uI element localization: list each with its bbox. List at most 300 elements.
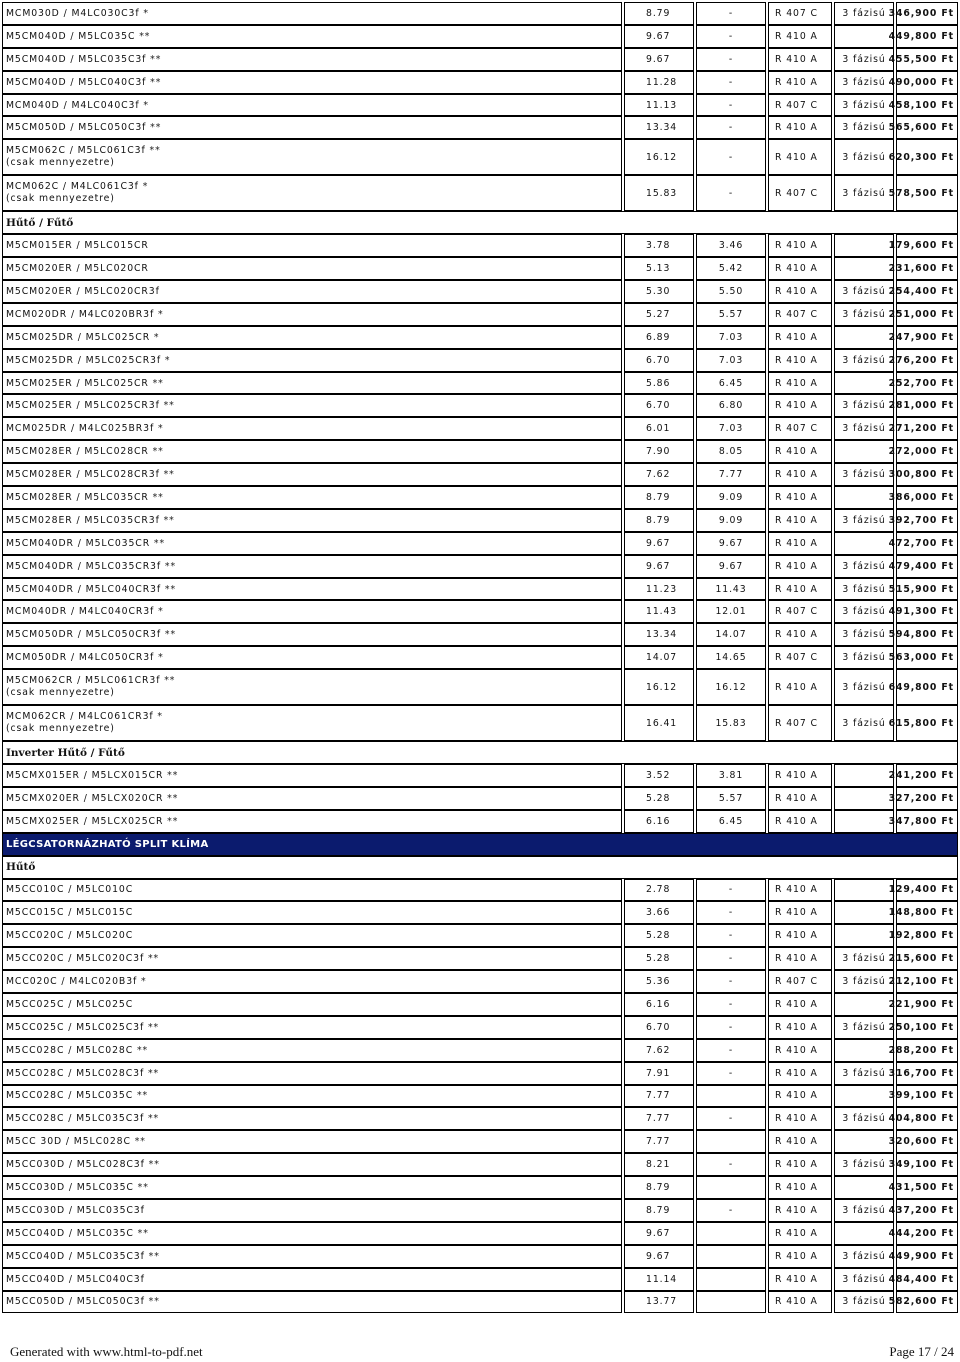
cooling-capacity: 11.13 <box>646 99 678 111</box>
heating-capacity: 15.83 <box>715 717 747 729</box>
price-cell <box>888 349 958 372</box>
cooling-capacity: 9.67 <box>646 1250 671 1262</box>
heating-capacity: 5.57 <box>718 792 744 804</box>
price-cell <box>888 440 958 463</box>
cooling-capacity-cell <box>624 280 694 303</box>
table-row <box>2 646 958 669</box>
heating-capacity: - <box>728 187 734 199</box>
table-row <box>2 349 958 372</box>
table-row <box>2 1107 958 1130</box>
section-heading: Hűtő / Fűtő <box>2 211 958 234</box>
cooling-capacity: 11.14 <box>646 1273 678 1285</box>
refrigerant-cell <box>768 2 832 25</box>
model-cell <box>2 901 622 924</box>
refrigerant: R 410 A <box>775 377 818 389</box>
heating-capacity-cell <box>696 417 766 440</box>
cooling-capacity: 5.28 <box>646 953 671 965</box>
price: 221,900 Ft <box>888 998 954 1010</box>
refrigerant: R 410 A <box>775 815 818 827</box>
model-cell <box>2 1039 622 1062</box>
price-cell <box>888 486 958 509</box>
price: 479,400 Ft <box>888 560 954 572</box>
heating-capacity-cell <box>696 1085 766 1108</box>
refrigerant: R 407 C <box>775 606 818 618</box>
cooling-capacity-cell <box>624 787 694 810</box>
refrigerant: R 410 A <box>775 1227 818 1239</box>
phase: 3 fázisú <box>842 1250 886 1262</box>
phase-cell <box>834 879 894 902</box>
price-cell <box>888 1153 958 1176</box>
refrigerant-cell <box>768 486 832 509</box>
model-cell <box>2 94 622 117</box>
price: 484,400 Ft <box>888 1273 954 1285</box>
table-row <box>2 394 958 417</box>
cooling-capacity-cell <box>624 532 694 555</box>
cooling-capacity-cell <box>624 970 694 993</box>
heating-capacity: - <box>728 151 734 163</box>
phase-cell <box>834 280 894 303</box>
phase-cell <box>834 116 894 139</box>
price: 582,600 Ft <box>888 1296 954 1308</box>
heating-capacity-cell <box>696 1153 766 1176</box>
model-name: MCM062C / M4LC061C3f * <box>6 181 149 193</box>
model-name: M5CC030D / M5LC035C ** <box>6 1182 149 1194</box>
model-name: M5CC028C / M5LC028C3f ** <box>6 1067 160 1079</box>
cooling-capacity: 8.21 <box>646 1159 671 1171</box>
refrigerant-cell <box>768 1039 832 1062</box>
price-cell <box>888 25 958 48</box>
cooling-capacity: 9.67 <box>646 1227 671 1239</box>
model-name: M5CM040D / M5LC035C ** <box>6 30 151 42</box>
cooling-capacity-cell <box>624 2 694 25</box>
table-row <box>2 175 958 211</box>
model-cell <box>2 463 622 486</box>
model-name: M5CC040D / M5LC035C ** <box>6 1227 149 1239</box>
heating-capacity-cell <box>696 394 766 417</box>
heating-capacity: 9.09 <box>718 514 744 526</box>
refrigerant-cell <box>768 1085 832 1108</box>
refrigerant: R 407 C <box>775 99 818 111</box>
phase-cell <box>834 25 894 48</box>
price: 515,900 Ft <box>888 583 954 595</box>
phase-cell <box>834 394 894 417</box>
model-cell <box>2 280 622 303</box>
model-cell <box>2 116 622 139</box>
phase-cell <box>834 669 894 705</box>
heating-capacity: 3.81 <box>718 769 744 781</box>
price-cell <box>888 600 958 623</box>
price-cell <box>888 326 958 349</box>
model-cell <box>2 1130 622 1153</box>
table-row <box>2 600 958 623</box>
model-name: M5CM050DR / M5LC050CR3f ** <box>6 629 176 641</box>
heating-capacity-cell <box>696 600 766 623</box>
cooling-capacity: 13.77 <box>646 1296 678 1308</box>
refrigerant: R 410 A <box>775 907 818 919</box>
price-cell <box>888 1107 958 1130</box>
refrigerant-cell <box>768 349 832 372</box>
heating-capacity-cell <box>696 1176 766 1199</box>
model-cell <box>2 810 622 833</box>
refrigerant-cell <box>768 48 832 71</box>
refrigerant-cell <box>768 947 832 970</box>
heating-capacity-cell <box>696 1199 766 1222</box>
cooling-capacity-cell <box>624 555 694 578</box>
phase-cell <box>834 71 894 94</box>
table-row <box>2 970 958 993</box>
heating-capacity-cell <box>696 463 766 486</box>
table-row <box>2 417 958 440</box>
refrigerant: R 410 A <box>775 469 818 481</box>
refrigerant-cell <box>768 139 832 175</box>
phase-cell <box>834 2 894 25</box>
refrigerant: R 410 A <box>775 1204 818 1216</box>
cooling-capacity-cell <box>624 372 694 395</box>
model-name: M5CC025C / M5LC025C <box>6 998 134 1010</box>
price: 565,600 Ft <box>888 122 954 134</box>
section-heading: Hűtő <box>2 856 958 879</box>
phase-cell <box>834 646 894 669</box>
model-cell <box>2 555 622 578</box>
phase-cell <box>834 532 894 555</box>
price-cell <box>888 372 958 395</box>
table-row <box>2 810 958 833</box>
heating-capacity: 6.45 <box>718 815 744 827</box>
phase: 3 fázisú <box>842 953 886 965</box>
heating-capacity: 7.03 <box>718 423 744 435</box>
refrigerant: R 407 C <box>775 652 818 664</box>
price-cell <box>888 879 958 902</box>
model-name: M5CM062CR / M5LC061CR3f ** <box>6 675 176 687</box>
model-name: M5CMX025ER / M5LCX025CR ** <box>6 815 179 827</box>
refrigerant: R 410 A <box>775 1021 818 1033</box>
phase-cell <box>834 600 894 623</box>
refrigerant-cell <box>768 646 832 669</box>
price-cell <box>888 669 958 705</box>
cooling-capacity: 9.67 <box>646 560 671 572</box>
model-cell <box>2 879 622 902</box>
cooling-capacity-cell <box>624 509 694 532</box>
cooling-capacity: 6.70 <box>646 354 671 366</box>
cooling-capacity: 8.79 <box>646 1182 671 1194</box>
model-cell <box>2 993 622 1016</box>
phase: 3 fázisú <box>842 1021 886 1033</box>
phase-cell <box>834 578 894 601</box>
phase-cell <box>834 440 894 463</box>
model-note: (csak mennyezetre) <box>6 193 115 205</box>
refrigerant: R 410 A <box>775 1182 818 1194</box>
heating-capacity-cell <box>696 486 766 509</box>
phase: 3 fázisú <box>842 629 886 641</box>
phase-cell <box>834 993 894 1016</box>
model-name: M5CM020ER / M5LC020CR3f <box>6 285 160 297</box>
refrigerant: R 410 A <box>775 331 818 343</box>
table-row <box>2 234 958 257</box>
table-row <box>2 555 958 578</box>
model-cell <box>2 326 622 349</box>
refrigerant: R 410 A <box>775 53 818 65</box>
cooling-capacity-cell <box>624 600 694 623</box>
refrigerant-cell <box>768 463 832 486</box>
heating-capacity: - <box>728 7 734 19</box>
model-name: M5CMX020ER / M5LCX020CR ** <box>6 792 179 804</box>
table-row <box>2 139 958 175</box>
cooling-capacity-cell <box>624 303 694 326</box>
model-name: M5CC 30D / M5LC028C ** <box>6 1136 146 1148</box>
heating-capacity: 9.09 <box>718 491 744 503</box>
cooling-capacity: 6.16 <box>646 998 671 1010</box>
heating-capacity: - <box>728 953 734 965</box>
price: 346,900 Ft <box>888 7 954 19</box>
category-banner: LÉGCSATORNÁZHATÓ SPLIT KLÍMA <box>2 833 958 856</box>
cooling-capacity-cell <box>624 1153 694 1176</box>
heating-capacity: - <box>728 907 734 919</box>
heating-capacity: 5.42 <box>718 263 744 275</box>
refrigerant: R 410 A <box>775 792 818 804</box>
table-row <box>2 879 958 902</box>
heating-capacity: - <box>728 930 734 942</box>
refrigerant: R 410 A <box>775 1113 818 1125</box>
heating-capacity-cell <box>696 1016 766 1039</box>
heating-capacity-cell <box>696 234 766 257</box>
heating-capacity-cell <box>696 1222 766 1245</box>
refrigerant-cell <box>768 924 832 947</box>
cooling-capacity-cell <box>624 417 694 440</box>
model-name: M5CM025ER / M5LC025CR3f ** <box>6 400 175 412</box>
model-cell <box>2 1268 622 1291</box>
phase-cell <box>834 555 894 578</box>
heating-capacity-cell <box>696 372 766 395</box>
cooling-capacity-cell <box>624 1199 694 1222</box>
model-cell <box>2 705 622 741</box>
price-cell <box>888 1016 958 1039</box>
heating-capacity: 9.67 <box>718 560 744 572</box>
heating-capacity-cell <box>696 349 766 372</box>
cooling-capacity: 5.30 <box>646 285 671 297</box>
price: 272,000 Ft <box>888 446 954 458</box>
phase-cell <box>834 970 894 993</box>
cooling-capacity: 8.79 <box>646 514 671 526</box>
price: 129,400 Ft <box>888 884 954 896</box>
model-name: M5CC040D / M5LC035C3f ** <box>6 1250 160 1262</box>
model-name: M5CM025ER / M5LC025CR ** <box>6 377 164 389</box>
model-cell <box>2 646 622 669</box>
model-cell <box>2 25 622 48</box>
price: 327,200 Ft <box>888 792 954 804</box>
refrigerant: R 410 A <box>775 1090 818 1102</box>
phase: 3 fázisú <box>842 560 886 572</box>
price-cell <box>888 810 958 833</box>
price-cell <box>888 1245 958 1268</box>
heating-capacity-cell <box>696 879 766 902</box>
price-cell <box>888 1176 958 1199</box>
price-cell <box>888 1062 958 1085</box>
cooling-capacity-cell <box>624 394 694 417</box>
cooling-capacity: 7.77 <box>646 1136 671 1148</box>
heating-capacity-cell <box>696 71 766 94</box>
price: 281,000 Ft <box>888 400 954 412</box>
page-number: Page 17 / 24 <box>889 1344 954 1359</box>
model-cell <box>2 175 622 211</box>
cooling-capacity: 7.62 <box>646 1044 671 1056</box>
refrigerant-cell <box>768 879 832 902</box>
price-cell <box>888 71 958 94</box>
price-cell <box>888 1130 958 1153</box>
phase-cell <box>834 1245 894 1268</box>
heating-capacity-cell <box>696 303 766 326</box>
cooling-capacity-cell <box>624 1245 694 1268</box>
price: 404,800 Ft <box>888 1113 954 1125</box>
cooling-capacity: 5.13 <box>646 263 671 275</box>
heating-capacity-cell <box>696 578 766 601</box>
model-cell <box>2 1291 622 1314</box>
price-cell <box>888 1268 958 1291</box>
cooling-capacity: 5.28 <box>646 930 671 942</box>
price: 449,900 Ft <box>888 1250 954 1262</box>
table-row <box>2 2 958 25</box>
heating-capacity: - <box>728 1067 734 1079</box>
price: 578,500 Ft <box>888 187 954 199</box>
model-cell <box>2 764 622 787</box>
phase-cell <box>834 1130 894 1153</box>
heating-capacity-cell <box>696 25 766 48</box>
heating-capacity: 6.80 <box>718 400 744 412</box>
phase-cell <box>834 48 894 71</box>
section-heading: Inverter Hűtő / Fűtő <box>2 741 958 764</box>
phase: 3 fázisú <box>842 99 886 111</box>
price: 316,700 Ft <box>888 1067 954 1079</box>
model-name: M5CMX015ER / M5LCX015CR ** <box>6 769 179 781</box>
phase-cell <box>834 486 894 509</box>
refrigerant: R 410 A <box>775 285 818 297</box>
model-name: MCM025DR / M4LC025BR3f * <box>6 423 164 435</box>
cooling-capacity-cell <box>624 139 694 175</box>
table-row <box>2 1085 958 1108</box>
table-row <box>2 623 958 646</box>
heating-capacity-cell <box>696 1268 766 1291</box>
price-cell <box>888 394 958 417</box>
refrigerant-cell <box>768 578 832 601</box>
model-name: MCM050DR / M4LC050CR3f * <box>6 652 164 664</box>
price: 252,700 Ft <box>888 377 954 389</box>
phase: 3 fázisú <box>842 652 886 664</box>
model-name: M5CC025C / M5LC025C3f ** <box>6 1021 160 1033</box>
price: 615,800 Ft <box>888 717 954 729</box>
cooling-capacity-cell <box>624 116 694 139</box>
heating-capacity-cell <box>696 1291 766 1314</box>
phase: 3 fázisú <box>842 606 886 618</box>
cooling-capacity: 5.86 <box>646 377 671 389</box>
model-name-wrap <box>6 181 148 205</box>
refrigerant-cell <box>768 555 832 578</box>
model-cell <box>2 372 622 395</box>
model-cell <box>2 669 622 705</box>
refrigerant: R 410 A <box>775 998 818 1010</box>
cooling-capacity-cell <box>624 947 694 970</box>
heating-capacity-cell <box>696 94 766 117</box>
cooling-capacity: 14.07 <box>646 652 678 664</box>
price-cell <box>888 234 958 257</box>
heating-capacity-cell <box>696 440 766 463</box>
phase-cell <box>834 463 894 486</box>
model-name-wrap <box>6 675 175 699</box>
model-cell <box>2 48 622 71</box>
model-name: MCC020C / M4LC020B3f * <box>6 976 147 987</box>
model-cell <box>2 623 622 646</box>
phase-cell <box>834 139 894 175</box>
price: 347,800 Ft <box>888 815 954 827</box>
cooling-capacity: 7.77 <box>646 1113 671 1125</box>
model-cell <box>2 787 622 810</box>
cooling-capacity-cell <box>624 1130 694 1153</box>
model-name: MCM040DR / M4LC040CR3f * <box>6 606 164 618</box>
heating-capacity-cell <box>696 787 766 810</box>
refrigerant: R 407 C <box>775 717 818 729</box>
phase: 3 fázisú <box>842 1273 886 1285</box>
price-cell <box>888 646 958 669</box>
heating-capacity: 7.03 <box>718 354 744 366</box>
model-name-wrap <box>6 145 161 169</box>
heating-capacity-cell <box>696 1039 766 1062</box>
heating-capacity-cell <box>696 1245 766 1268</box>
heating-capacity: 14.07 <box>715 629 747 641</box>
table-row <box>2 532 958 555</box>
cooling-capacity-cell <box>624 623 694 646</box>
refrigerant-cell <box>768 764 832 787</box>
model-name: M5CM015ER / M5LC015CR <box>6 240 149 252</box>
phase-cell <box>834 372 894 395</box>
phase-cell <box>834 349 894 372</box>
heating-capacity-cell <box>696 970 766 993</box>
table-row <box>2 257 958 280</box>
cooling-capacity-cell <box>624 440 694 463</box>
heating-capacity: - <box>728 1044 734 1056</box>
model-cell <box>2 440 622 463</box>
cooling-capacity-cell <box>624 1039 694 1062</box>
phase-cell <box>834 1062 894 1085</box>
refrigerant-cell <box>768 600 832 623</box>
model-name: MCM020DR / M4LC020BR3f * <box>6 308 164 320</box>
table-row <box>2 48 958 71</box>
cooling-capacity-cell <box>624 901 694 924</box>
model-name: MCM040D / M4LC040C3f * <box>6 99 149 111</box>
price: 458,100 Ft <box>888 99 954 111</box>
table-row <box>2 787 958 810</box>
model-cell <box>2 234 622 257</box>
model-name: M5CC028C / M5LC035C3f ** <box>6 1113 160 1125</box>
heating-capacity-cell <box>696 509 766 532</box>
phase-cell <box>834 326 894 349</box>
phase: 3 fázisú <box>842 469 886 481</box>
phase-cell <box>834 1268 894 1291</box>
price-cell <box>888 303 958 326</box>
table-row <box>2 326 958 349</box>
price: 386,000 Ft <box>888 491 954 503</box>
refrigerant: R 410 A <box>775 151 818 163</box>
heating-capacity: - <box>728 1204 734 1216</box>
refrigerant-cell <box>768 1199 832 1222</box>
price: 490,000 Ft <box>888 76 954 88</box>
model-name: M5CM040DR / M5LC035CR ** <box>6 537 166 549</box>
price: 300,800 Ft <box>888 469 954 481</box>
cooling-capacity-cell <box>624 463 694 486</box>
phase-cell <box>834 787 894 810</box>
price-cell <box>888 509 958 532</box>
cooling-capacity-cell <box>624 1176 694 1199</box>
phase: 3 fázisú <box>842 308 886 320</box>
model-name: M5CM040D / M5LC035C3f ** <box>6 53 162 65</box>
price-cell <box>888 764 958 787</box>
